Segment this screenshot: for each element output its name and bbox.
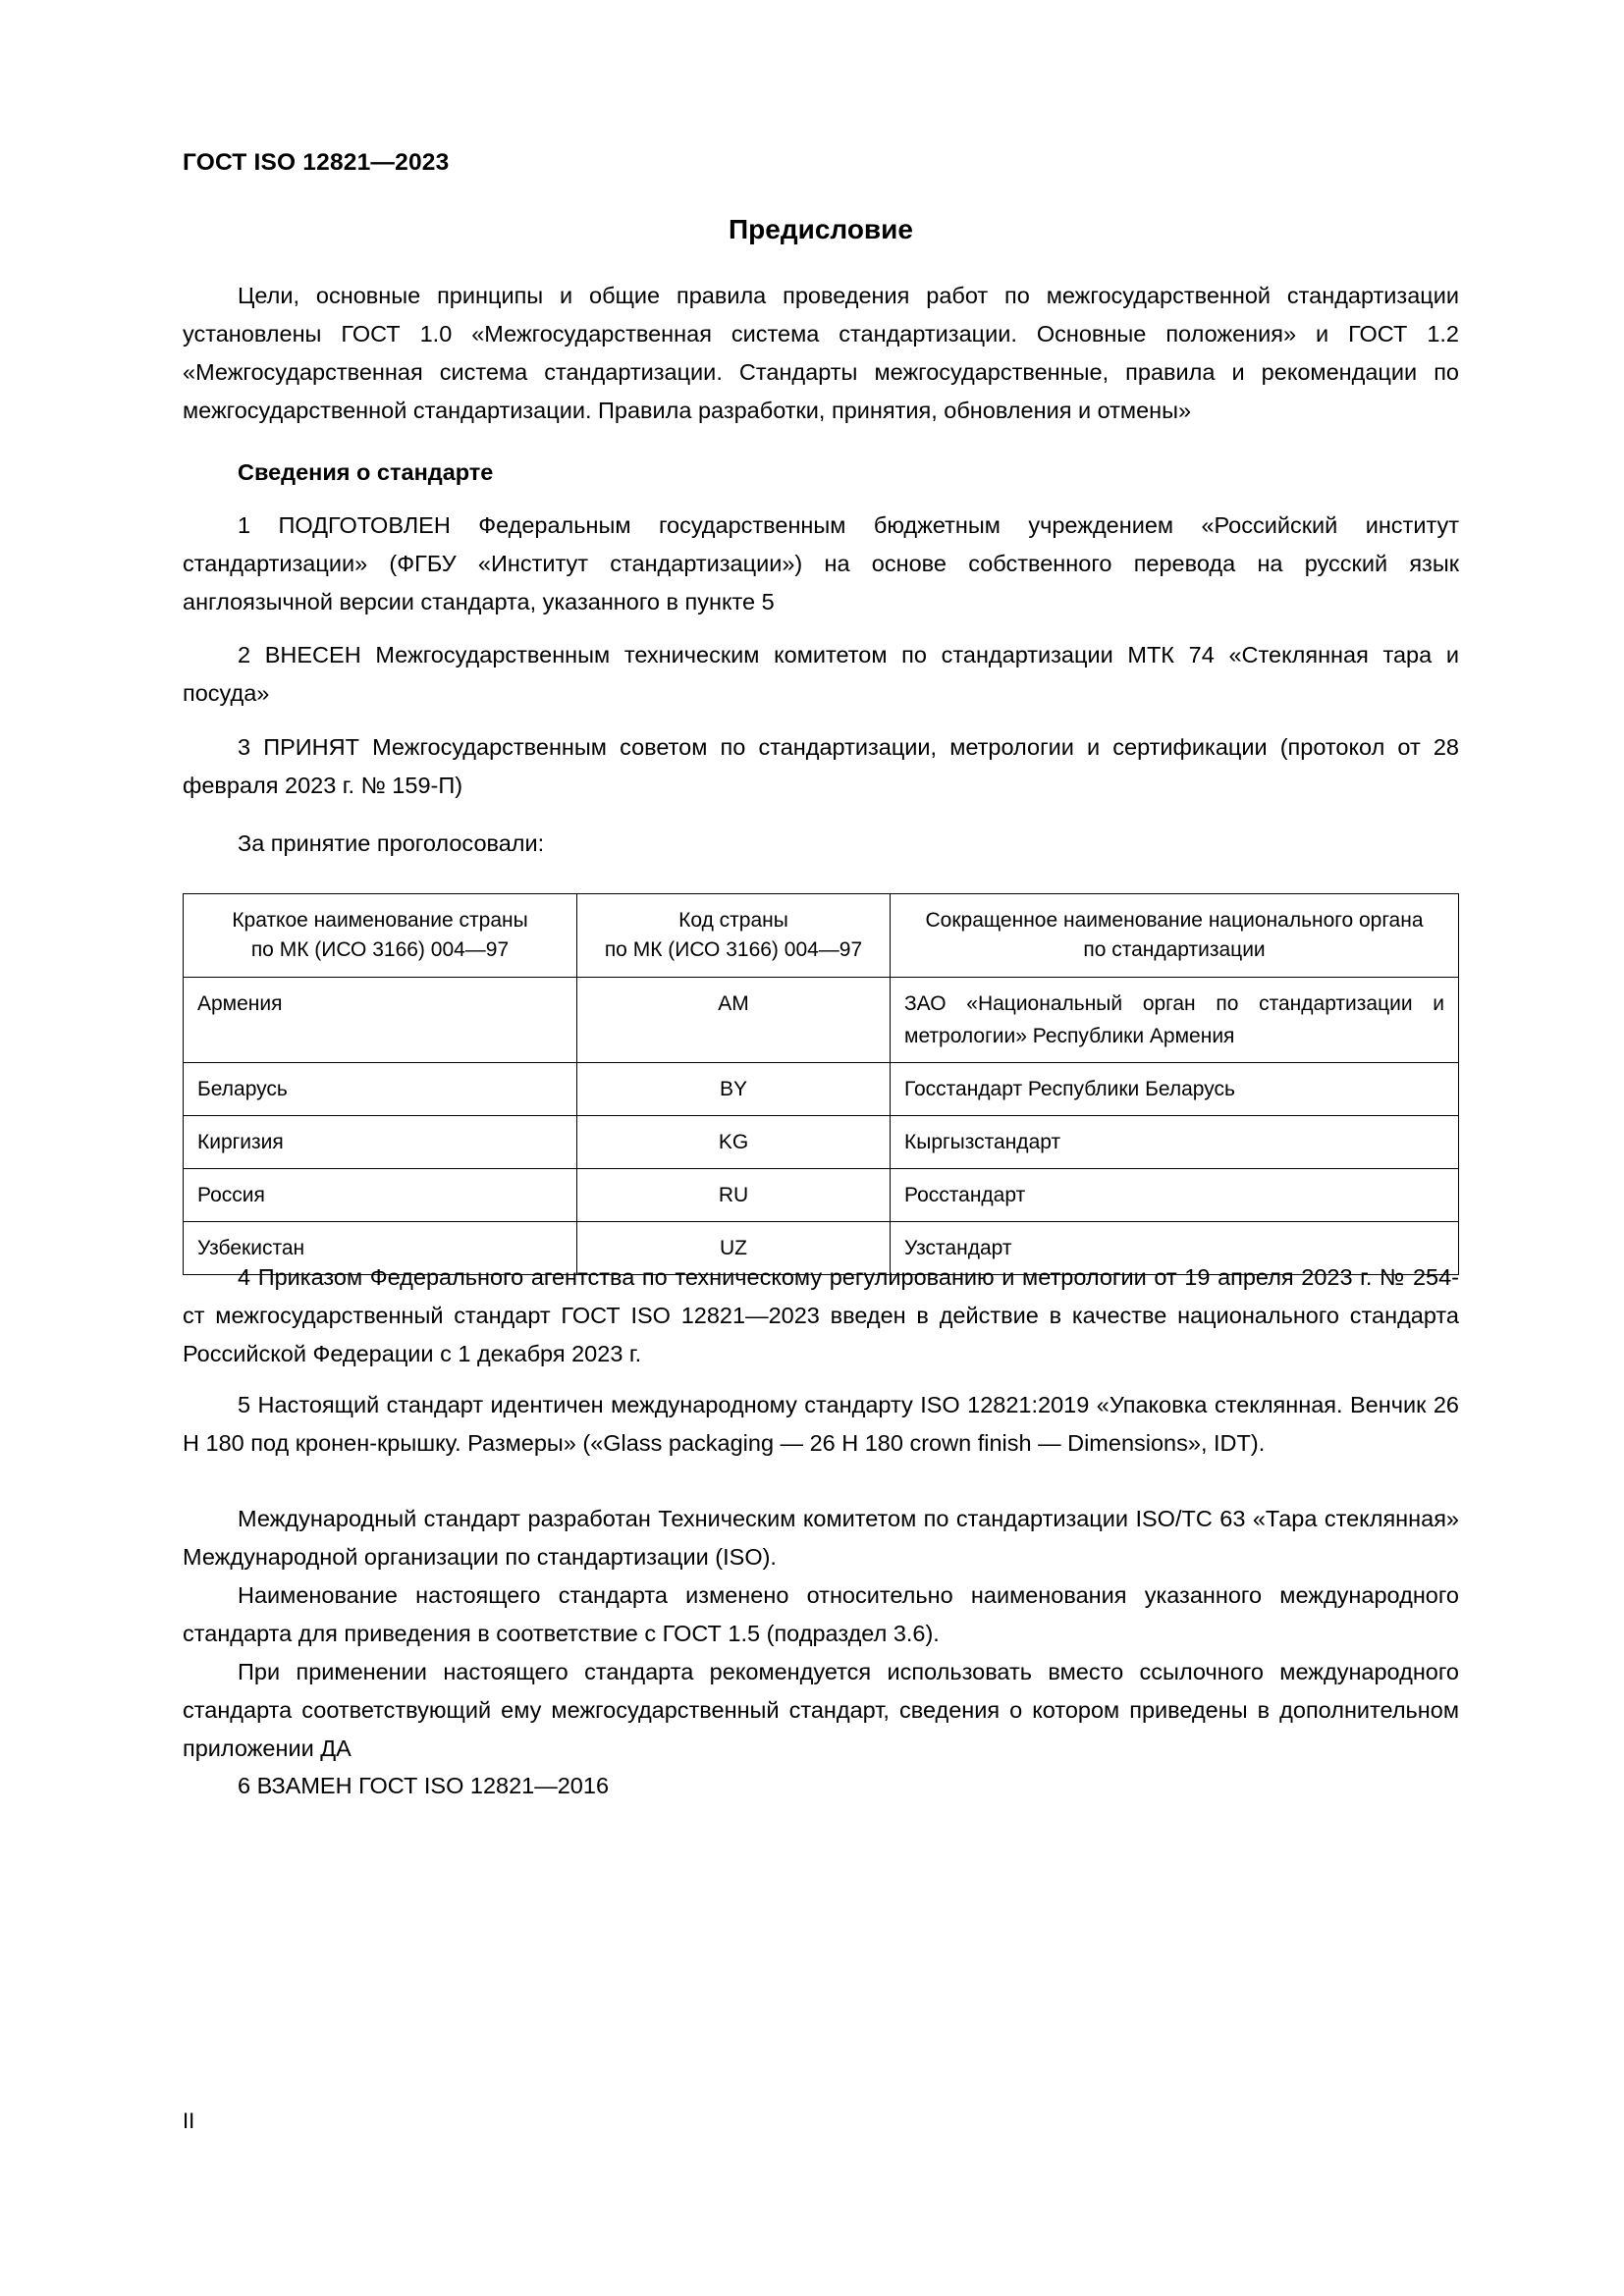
table-cell-code: KG [577, 1116, 891, 1169]
page-title: Предисловие [729, 214, 913, 244]
table-cell-code: AM [577, 978, 891, 1063]
paragraph-item-2-text: 2 ВНЕСЕН Межгосударственным техническим комитетом по стандартизации МТК 74 «Стеклянная тара и посуда» [183, 642, 1459, 706]
paragraph-item-4 [183, 1258, 1459, 1373]
countries-table-head [184, 894, 1459, 978]
paragraph-item-1-text: 1 ПОДГОТОВЛЕН Федеральным государственным бюджетным учреждением «Российский институт стандартизации» (ФГБУ «Институт стандартизации») на основе собственного перевода на русский язык англоязычной версии стандарта, указанного в пункте 5 [183, 512, 1459, 614]
document-header: ГОСТ ISO 12821—2023 [183, 149, 450, 176]
table-cell-organization: Кыргызстандарт [891, 1116, 1459, 1169]
paragraph-item-5b [183, 1500, 1459, 1576]
paragraph-goals [183, 277, 1459, 430]
paragraph-item-5d-text: При применении настоящего стандарта рекомендуется использовать вместо ссылочного международного стандарта соответствующий ему межгосударственный стандарт, сведения о котором приведены в дополнительном приложении ДА [183, 1659, 1459, 1761]
table-header-country-line2: по МК (ИСО 3166) 004—97 [250, 938, 510, 961]
table-header-country-line1: Краткое наименование страны [232, 909, 528, 932]
table-header-body-line2: по стандартизации [1083, 938, 1266, 961]
table-cell-organization: Узстандарт [891, 1222, 1459, 1275]
paragraph-item-6-text: 6 ВЗАМЕН ГОСТ ISO 12821—2016 [238, 1773, 610, 1798]
table-cell-country: Узбекистан [184, 1222, 577, 1275]
table-header-body [891, 894, 1459, 978]
table-header-row [184, 894, 1459, 978]
table-cell-organization: Госстандарт Республики Беларусь [891, 1063, 1459, 1116]
table-header-code [577, 894, 891, 978]
table-cell-organization: Росстандарт [891, 1169, 1459, 1222]
paragraph-item-6 [183, 1767, 1459, 1805]
paragraph-item-5-text: 5 Настоящий стандарт идентичен международному стандарту ISO 12821:2019 «Упаковка стеклянная. Венчик 26 Н 180 под кронен-крышку. Размеры» («Glass packaging — 26 H 180 crown finish — Dimensions», IDT). [183, 1392, 1459, 1456]
paragraph-item-5d [183, 1653, 1459, 1768]
table-cell-code: BY [577, 1063, 891, 1116]
table-row [184, 978, 1459, 1063]
paragraph-item-5c-text: Наименование настоящего стандарта изменено относительно наименования указанного международного стандарта для приведения в соответствие с ГОСТ 1.5 (подраздел 3.6). [183, 1582, 1459, 1646]
table-cell-organization: ЗАО «Национальный орган по стандартизации и метрологии» Республики Армения [891, 978, 1459, 1063]
paragraph-item-5b-text: Международный стандарт разработан Техническим комитетом по стандартизации ISO/TC 63 «Тара стеклянная» Международной организации по стандартизации (ISO). [183, 1506, 1459, 1570]
table-cell-code: RU [577, 1169, 891, 1222]
heading-standard-info-text: Сведения о стандарте [238, 459, 494, 485]
paragraph-item-2 [183, 636, 1459, 713]
table-cell-country: Армения [184, 978, 577, 1063]
paragraph-item-1 [183, 507, 1459, 621]
table-header-code-line1: Код страны [678, 909, 788, 932]
table-cell-code: UZ [577, 1222, 891, 1275]
paragraph-item-4-text: 4 Приказом Федерального агентства по техническому регулированию и метрологии от 19 апреля 2023 г. № 254-ст межгосударственный стандарт ГОСТ ISO 12821—2023 введен в действие в качестве национального стандарта Российской Федерации с 1 декабря 2023 г. [183, 1264, 1459, 1366]
table-row [184, 1063, 1459, 1116]
table-header-body-line1: Сокращенное наименование национального органа [925, 909, 1424, 932]
table-cell-country: Беларусь [184, 1063, 577, 1116]
table-cell-country: Киргизия [184, 1116, 577, 1169]
paragraph-goals-text: Цели, основные принципы и общие правила проведения работ по межгосударственной стандартизации установлены ГОСТ 1.0 «Межгосударственная система стандартизации. Основные положения» и ГОСТ 1.2 «Межгосударственная система стандартизации. Стандарты межгосударственные, правила и рекомендации по межгосударственной стандартизации. Правила разработки, принятия, обновления и отмены» [183, 283, 1459, 423]
heading-standard-info [183, 454, 1459, 492]
table-cell-country: Россия [184, 1169, 577, 1222]
paragraph-item-5c [183, 1576, 1459, 1653]
countries-table [183, 893, 1459, 1275]
table-header-country [184, 894, 577, 978]
paragraph-item-5 [183, 1386, 1459, 1463]
paragraph-vote-intro-text: За принятие проголосовали: [238, 830, 545, 856]
countries-table-body [184, 978, 1459, 1275]
paragraph-item-3 [183, 728, 1459, 805]
table-header-code-line2: по МК (ИСО 3166) 004—97 [604, 938, 863, 961]
page-number: II [183, 2109, 195, 2133]
table-row [184, 1169, 1459, 1222]
paragraph-vote-intro [183, 825, 1459, 863]
paragraph-item-3-text: 3 ПРИНЯТ Межгосударственным советом по стандартизации, метрологии и сертификации (протокол от 28 февраля 2023 г. № 159-П) [183, 734, 1459, 798]
table-row [184, 1116, 1459, 1169]
